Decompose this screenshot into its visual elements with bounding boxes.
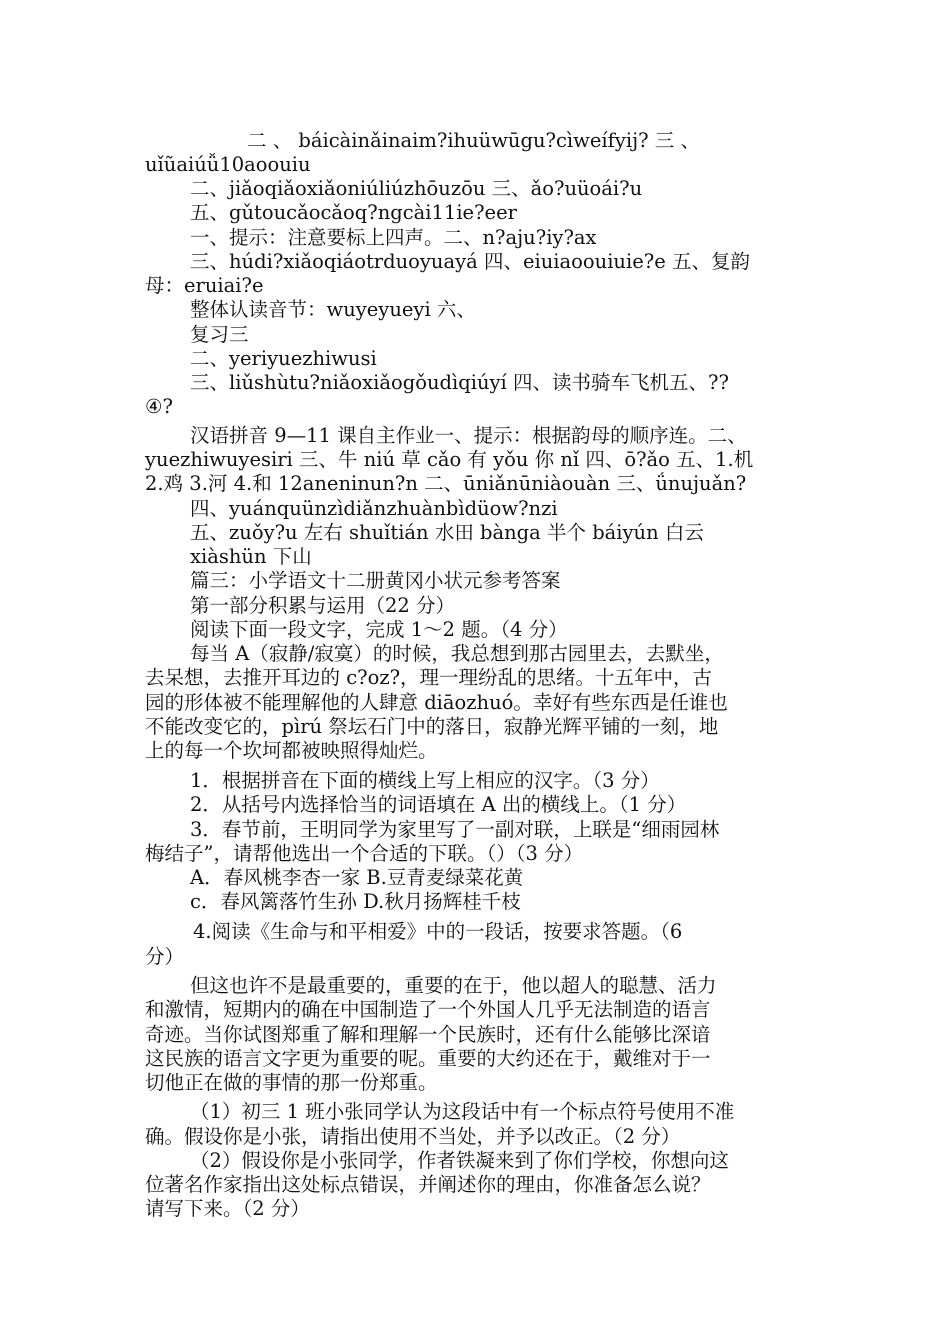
text-line: 二、yeriyuezhiwusi: [190, 347, 377, 370]
text-line: （2）假设你是小张同学，作者铁凝来到了你们学校，你想向这: [190, 1149, 729, 1172]
text-line: 3．春节前，王明同学为家里写了一副对联，上联是“细雨园林: [190, 818, 720, 841]
text-line: 每当 A（寂静/寂寞）的时候，我总想到那古园里去，去默坐，: [190, 642, 724, 665]
text-line: 园的形体被不能理解他的人肆意 diāozhuó。幸好有些东西是任谁也: [145, 691, 728, 714]
text-line: 五、gǔtoucǎocǎoq?ngcài11ie?eer: [190, 201, 517, 224]
text-line: c．春风篱落竹生孙 D.秋月扬辉桂千枝: [190, 890, 521, 913]
text-line: 整体认读音节：wuyeyueyi 六、: [190, 298, 476, 321]
text-line: 确。假设你是小张，请指出使用不当处，并予以改正。（2 分）: [145, 1125, 681, 1148]
text-line: 阅读下面一段文字，完成 1～2 题。（4 分）: [190, 618, 568, 641]
text-line: 不能改变它的，pìrú 祭坛石门中的落日，寂静光辉平铺的一刻，地: [145, 715, 719, 738]
text-line: xiàshün 下山: [190, 545, 312, 568]
text-line: 请写下来。（2 分）: [145, 1197, 310, 1220]
text-line: A．春风桃李杏一家 B.豆青麦绿菜花黄: [190, 866, 524, 889]
text-line: 2.鸡 3.河 4.和 12aneninun?n 二、ūniǎnūniàouàn 三、ǘnujuǎn?: [145, 472, 747, 495]
text-line: 二、jiǎoqiǎoxiǎoniúliúzhōuzōu 三、ǎo?uüoái?u: [190, 177, 643, 200]
text-line: 汉语拼音 9—11 课自主作业一、提示：根据韵母的顺序连。二、: [190, 424, 747, 447]
text-line: 三、húdi?xiǎoqiáotrduoyuayá 四、eiuiaoouiuie?e 五、复韵: [190, 250, 750, 273]
text-line: yuezhiwuyesiri 三、牛 niú 草 cǎo 有 yǒu 你 nǐ 四、ō?ǎo 五、1.机: [145, 448, 754, 471]
text-line: 位著名作家指出这处标点错误，并阐述你的理由，你准备怎么说？: [145, 1173, 711, 1196]
text-line: 梅结子”，请帮他选出一个合适的下联。（）（3 分）: [145, 842, 584, 865]
text-line: 三、liǔshùtu?niǎoxiǎogǒudìqiúyí 四、读书骑车飞机五、??: [190, 371, 729, 394]
text-line: uǐũaiúǚ10aoouiu: [145, 153, 311, 176]
text-line: ④?: [145, 395, 173, 418]
text-line: 和激情，短期内的确在中国制造了一个外国人几乎无法制造的语言: [145, 998, 711, 1021]
text-line: 复习三: [190, 323, 249, 346]
text-line: 1．根据拼音在下面的横线上写上相应的汉字。（3 分）: [190, 769, 660, 792]
text-line: 母：eruiai?e: [145, 274, 264, 297]
text-line: 分）: [145, 945, 185, 968]
text-line: 4.阅读《生命与和平相爱》中的一段话，按要求答题。（6: [193, 920, 683, 943]
text-line: 2．从括号内选择恰当的词语填在 A 出的横线上。（1 分）: [190, 793, 687, 816]
text-line: 二 、 báicàinǎinaim?ihuüwūgu?cìweífyij? 三 、: [247, 129, 700, 152]
text-line: 篇三：小学语文十二册黄冈小状元参考答案: [190, 569, 561, 592]
text-line: 第一部分积累与运用（22 分）: [190, 594, 456, 617]
text-line: 这民族的语言文字更为重要的呢。重要的大约还在于，戴维对于一: [145, 1047, 711, 1070]
text-line: 切他正在做的事情的那一份郑重。: [145, 1071, 438, 1094]
text-line: 上的每一个坎坷都被映照得灿烂。: [145, 739, 438, 762]
text-line: 五、zuǒy?u 左右 shuǐtián 水田 bànga 半个 báiyún 白云: [190, 521, 704, 544]
text-line: 但这也许不是最重要的，重要的在于，他以超人的聪慧、活力: [190, 974, 717, 997]
text-line: 去呆想，去推开耳边的 c?oz?，理一理纷乱的思绪。十五年中，古: [145, 666, 713, 689]
text-line: 四、yuánquünzìdiǎnzhuànbìdüow?nzi: [190, 497, 558, 520]
text-line: 奇迹。当你试图郑重了解和理解一个民族时，还有什么能够比深谙: [145, 1023, 711, 1046]
text-line: （1）初三 1 班小张同学认为这段话中有一个标点符号使用不准: [190, 1100, 735, 1123]
text-line: 一、提示：注意要标上四声。二、n?aju?iy?ax: [190, 226, 597, 249]
